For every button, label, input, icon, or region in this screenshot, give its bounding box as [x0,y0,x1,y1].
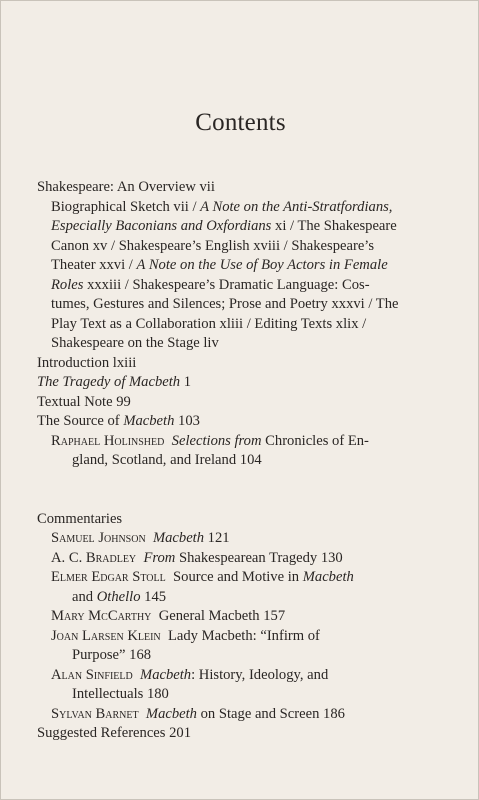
tragedy-page: 1 [180,374,192,390]
toc-entry-tragedy [37,373,457,393]
commentary-author: Alan Sinfield [51,666,133,683]
commentary-entry [37,666,457,686]
overview-line [37,198,457,218]
commentary-author: A. C. Bradley [51,549,137,566]
commentary-entry [37,627,457,647]
entry-text: Especially Baconians and Oxfordians [51,218,272,234]
entry-text: Macbeth [302,569,354,585]
entry-text: Purpose” 168 [72,647,152,663]
commentary-entry [37,568,457,588]
entry-text: A Note on the Use of Boy Actors in Female [136,257,388,273]
toc-entry-introduction: Introduction lxiii [37,354,137,371]
entry-text: Play Text as a Collaboration xliii / Editing Texts xlix / [51,315,367,332]
entry-text: Lady Macbeth: “Infirm of [167,627,320,644]
entry-text: Biographical Sketch vii / [51,198,201,215]
commentary-entry-cont [37,588,457,608]
holinshed-author: Raphael Holinshed [51,432,165,449]
source-title: Macbeth [123,413,175,429]
entry-text: From [143,549,176,566]
entry-text: Othello [96,588,141,605]
source-page: 103 [174,413,200,429]
entry-text: tumes, Gestures and Silences; Prose and Poetry xxxvi / The [51,296,399,312]
entry-text: Roles [51,276,84,293]
commentary-author: Mary McCarthy [51,608,152,624]
entry-text: Source and Motive in [173,569,303,585]
commentary-author: Elmer Edgar Stoll [51,569,166,585]
overview-line [37,256,457,276]
source-prefix: The Source of [37,413,124,429]
entry-text: on Stage and Screen 186 [196,705,345,722]
toc-entry-commentaries: Commentaries [37,510,123,527]
overview-line [37,295,457,315]
entry-text: Intellectuals 180 [72,686,169,702]
overview-line [37,217,457,237]
entry-text: A Note on the Anti-Stratfordians, [200,198,393,215]
tragedy-title: The Tragedy of Macbeth [37,374,181,390]
commentary-entry [37,549,457,569]
entry-text: Macbeth [145,705,197,722]
toc-entry-source [37,412,457,432]
overview-line [37,276,457,296]
entry-text: 145 [140,588,167,605]
toc-entry-overview: Shakespeare: An Overview vii [37,179,215,195]
table-of-contents [37,178,457,744]
entry-text: Shakespeare on the Stage liv [51,335,219,351]
entry-text: Theater xxvi / [51,257,137,273]
section-gap [37,471,457,510]
commentary-author: Sylvan Barnet [51,705,139,722]
toc-entry-suggested-references: Suggested References 201 [37,725,191,741]
holinshed-selections: Selections from [171,432,262,449]
page-title: Contents [195,109,286,136]
entry-text: 121 [204,530,230,546]
entry-text: Shakespearean Tragedy 130 [175,549,343,566]
commentary-entry-cont [37,646,457,666]
entry-text: General Macbeth 157 [158,608,286,624]
entry-text: xi / The Shakespeare [271,218,397,234]
commentary-entry [37,705,457,725]
overview-line [37,334,457,354]
entry-text: Canon xv / Shakespeare’s English xviii / Shakespeare’s [51,237,375,254]
commentary-entry-cont [37,685,457,705]
commentary-entry [37,607,457,627]
entry-text: : History, Ideology, and [191,666,329,683]
entry-text: and [72,588,97,605]
overview-subentries [37,198,457,354]
holinshed-rest1: Chronicles of En- [261,432,369,449]
overview-line [37,237,457,257]
toc-entry-holinshed [37,432,457,452]
commentary-entry [37,529,457,549]
commentaries-list [37,529,457,724]
entry-text: xxxiii / Shakespeare’s Dramatic Language: Cos- [83,276,370,293]
overview-line [37,315,457,335]
entry-text: Macbeth [152,530,205,546]
entry-text: Macbeth [140,666,192,683]
commentary-author: Joan Larsen Klein [51,627,161,644]
commentary-author: Samuel Johnson [51,530,146,546]
toc-entry-holinshed-cont: gland, Scotland, and Ireland 104 [72,452,262,468]
toc-entry-textual-note: Textual Note 99 [37,393,131,410]
